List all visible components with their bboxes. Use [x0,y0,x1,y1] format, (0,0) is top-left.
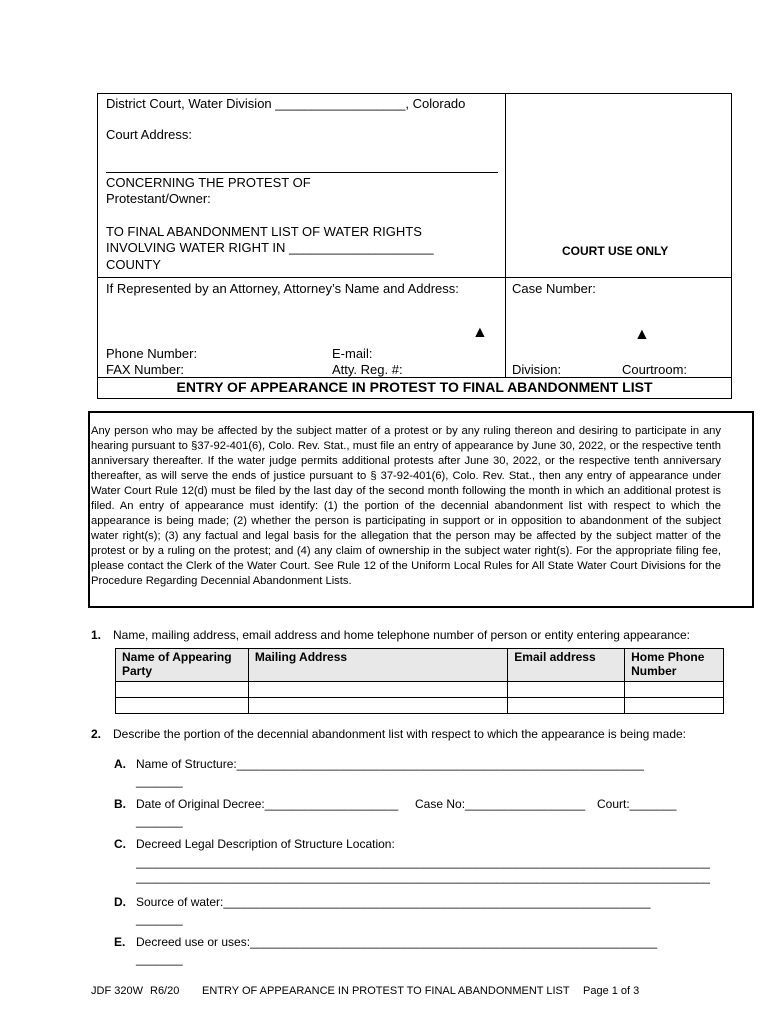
footer-form-id: JDF 320W [91,985,143,997]
party-name-cell[interactable] [116,682,249,698]
party-address-cell[interactable] [248,682,507,698]
party-name-cell[interactable] [116,698,249,714]
legal-description-line-1[interactable]: ______________________________________________________________________________________ [136,855,710,869]
item-c-letter: C. [114,837,126,851]
legal-description-line-2[interactable]: ______________________________________________________________________________________ [136,870,710,884]
decreed-uses-field[interactable]: Decreed use or uses:_____________________________________________________________ [136,935,658,949]
triangle-icon: ▲ [472,324,488,341]
to-final-line1: TO FINAL ABANDONMENT LIST OF WATER RIGHTS [106,224,422,239]
party-phone-cell[interactable] [625,682,724,698]
section1-text: Name, mailing address, email address and home telephone number of person or entity entering appearance: [113,628,691,642]
party-email-cell[interactable] [508,698,625,714]
footer-page: Page 1 of 3 [583,985,640,997]
attorney-label: If Represented by an Attorney, Attorney’s Name and Address: [106,281,459,296]
form-title: ENTRY OF APPEARANCE IN PROTEST TO FINAL ABANDONMENT LIST [176,379,653,395]
footer-revision: R6/20 [150,985,180,997]
item-e-letter: E. [114,935,126,949]
table-row [116,698,724,714]
section1-number: 1. [91,628,102,642]
table-row [116,682,724,698]
party-header-address: Mailing Address [248,649,507,682]
section2-number: 2. [91,727,102,741]
division-label: Division: [512,362,562,377]
concerning-line1: CONCERNING THE PROTEST OF [106,175,311,190]
concerning-line2: Protestant/Owner: [106,191,211,206]
party-table [115,648,724,714]
structure-name-field[interactable]: Name of Structure:_____________________________________________________________ [136,757,644,771]
notice-text: Any person who may be affected by the subject matter of a protest or by any ruling thereon and desiring to participate in any hearing pursuant to §37-92-401(6), Colo. Rev. Stat., must file an entry of appearance by June 30, 2022, or the respective tenth anniversary thereafter. If the water judge permits additional protests after June 30, 2022, or the respective tenth anniversary thereafter, as will serve the ends of justice pursuant to § 37-92-401(6), Colo. Rev. Stat., then any entry of appearance under Water Court Rule 12(d) must be filed by the last day of the second month following the month in which an additional protest is filed. An entry of appearance must identify: (1) the portion of the decennial abandonment list with respect to which the appearance is being made; (2) whether the person is participating in support or in opposition to abandonment of the subject water right(s); (3) any factual and legal basis for the allegation that the person may be affected by the subject matter of the protest or by a ruling on the protest; and (4) any claim of ownership in the subject water right(s). For the appropriate filing fee, please contact the Clerk of the Water Court. See Rule 12 of the Uniform Local Rules for All State Water Court Divisions for the Procedure Regarding Decennial Abandonment Lists. [91,425,721,587]
to-final-line3: COUNTY [106,257,161,272]
party-address-cell[interactable] [248,698,507,714]
court-use-only: COURT USE ONLY [562,244,669,258]
item-d-letter: D. [114,895,126,909]
court-line: District Court, Water Division __________________, Colorado [106,96,466,111]
party-header-phone: Home Phone Number [625,649,724,682]
triangle-icon: ▲ [634,326,650,343]
decree-date-field-cont[interactable]: _______ [136,814,183,828]
phone-label: Phone Number: [106,346,198,361]
court-address-label: Court Address: [106,127,192,142]
case-no-field[interactable]: Case No:__________________ [415,797,586,811]
decree-date-field[interactable]: Date of Original Decree:____________________ [136,797,399,811]
party-email-cell[interactable] [508,682,625,698]
source-of-water-field-cont[interactable]: _______ [136,912,183,926]
case-number-label: Case Number: [512,281,596,296]
structure-name-field-cont[interactable]: _______ [136,774,183,788]
source-of-water-field[interactable]: Source of water:________________________________________________________________ [136,895,651,909]
party-header-email: Email address [508,649,625,682]
atty-reg-label: Atty. Reg. #: [332,362,403,377]
court-field[interactable]: Court:_______ [597,797,677,811]
email-label: E-mail: [332,346,373,361]
section2-text: Describe the portion of the decennial abandonment list with respect to which the appearance is being made: [113,727,687,741]
to-final-line2: INVOLVING WATER RIGHT IN ____________________ [106,240,434,255]
decreed-uses-field-cont[interactable]: _______ [136,952,183,966]
footer-title: ENTRY OF APPEARANCE IN PROTEST TO FINAL ABANDONMENT LIST [202,985,570,997]
legal-description-label: Decreed Legal Description of Structure Location: [136,837,395,851]
courtroom-label: Courtroom: [622,362,688,377]
party-header-name: Name of Appearing Party [116,649,249,682]
fax-label: FAX Number: [106,362,185,377]
item-b-letter: B. [114,797,126,811]
item-a-letter: A. [114,757,126,771]
party-phone-cell[interactable] [625,698,724,714]
